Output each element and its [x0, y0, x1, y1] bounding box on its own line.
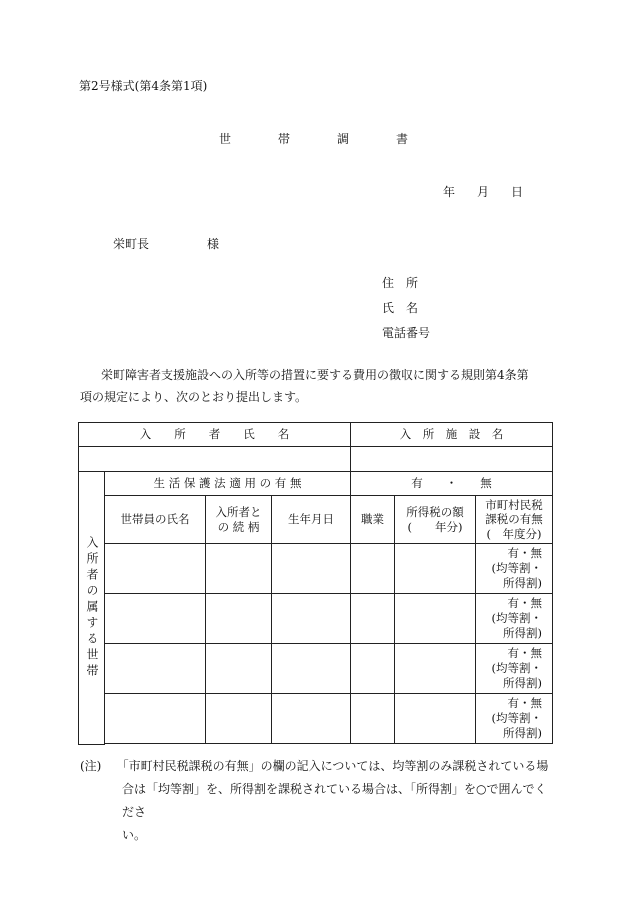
body-text-line-2: 項の規定により、次のとおり提出します。 [80, 390, 308, 404]
household-side-label: 入所者の属する世帯 [79, 472, 105, 745]
relation-cell[interactable] [206, 594, 272, 644]
applicant-name-label: 氏 名 [382, 301, 419, 315]
note-line-2: 合は「均等割」を、所得割を課税されている場合は、「所得割」を○で囲んでくださ [122, 782, 547, 819]
resident-name-field[interactable] [79, 447, 351, 472]
note-line-3: い。 [122, 828, 147, 842]
table-row [79, 544, 553, 594]
applicant-address-label: 住 所 [382, 276, 419, 290]
form-number: 第2号様式(第4条第1項) [79, 79, 208, 93]
col-relation-line-1: 入所者と [215, 505, 262, 520]
occupation-cell[interactable] [351, 594, 395, 644]
col-income-tax-line-2: ( 年分) [407, 519, 463, 534]
col-occupation: 職業 [351, 496, 395, 544]
col-income-tax-line-1: 所得税の額 [406, 505, 464, 520]
household-survey-table [78, 422, 553, 745]
occupation-cell[interactable] [351, 694, 395, 744]
applicant-phone-label: 電話番号 [382, 326, 431, 340]
birthdate-cell[interactable] [272, 594, 351, 644]
relation-cell[interactable] [206, 544, 272, 594]
member-name-cell[interactable] [105, 594, 206, 644]
table-row [79, 644, 553, 694]
facility-name-header: 入 所 施 設 名 [351, 423, 553, 447]
title-char: 書 [396, 132, 409, 146]
note-line-1 [80, 755, 558, 778]
income-tax-cell[interactable] [395, 644, 476, 694]
birthdate-cell[interactable] [272, 644, 351, 694]
date-year: 年 [443, 185, 456, 199]
col-municipal-tax-line-3: ( 年度分) [486, 526, 542, 541]
tax-option-line-3: 所得割) [503, 675, 543, 690]
col-municipal-tax-line-1: 市町村民税 [485, 497, 543, 512]
tax-option-line-1: 有・無 [507, 596, 543, 611]
welfare-law-value[interactable]: 有 ・ 無 [351, 472, 553, 496]
tax-option-line-1: 有・無 [507, 646, 543, 661]
table-row [79, 694, 553, 744]
addressee-name: 栄町長 [113, 237, 150, 251]
addressee-honorific: 様 [207, 237, 220, 251]
tax-option-line-1: 有・無 [507, 696, 543, 711]
welfare-law-label: 生 活 保 護 法 適 用 の 有 無 [105, 472, 351, 496]
tax-option-line-2: (均等割・ [491, 661, 543, 676]
tax-option-line-3: 所得割) [503, 575, 543, 590]
income-tax-cell[interactable] [395, 544, 476, 594]
title-char: 調 [337, 132, 350, 146]
title-char: 世 [219, 132, 232, 146]
member-name-cell[interactable] [105, 644, 206, 694]
member-name-cell[interactable] [105, 694, 206, 744]
note-text-line-1: 「市町村民税課税の有無」の欄の記入については、均等割のみ課税されている場 [116, 759, 549, 773]
occupation-cell[interactable] [351, 544, 395, 594]
tax-option-line-2: (均等割・ [491, 561, 543, 576]
col-municipal-tax-line-2: 課税の有無 [485, 512, 543, 527]
member-name-cell[interactable] [105, 544, 206, 594]
col-birthdate: 生年月日 [272, 496, 351, 544]
tax-option-line-2: (均等割・ [491, 611, 543, 626]
municipal-tax-cell[interactable] [476, 594, 553, 644]
tax-option-line-3: 所得割) [503, 625, 543, 640]
col-relation-line-2: の 続 柄 [217, 519, 260, 534]
document-title [0, 133, 630, 149]
col-income-tax [395, 496, 476, 544]
tax-option-line-2: (均等割・ [491, 711, 543, 726]
body-text-line-1: 栄町障害者支援施設への入所等の措置に要する費用の徴収に関する規則第4条第 [101, 368, 529, 382]
col-member-name: 世帯員の氏名 [105, 496, 206, 544]
municipal-tax-cell[interactable] [476, 694, 553, 744]
income-tax-cell[interactable] [395, 694, 476, 744]
table-bottom-row [79, 744, 553, 745]
date-day: 日 [511, 185, 524, 199]
tax-option-line-1: 有・無 [507, 546, 543, 561]
resident-name-header: 入 所 者 氏 名 [79, 423, 351, 447]
col-relation [206, 496, 272, 544]
municipal-tax-cell[interactable] [476, 644, 553, 694]
col-municipal-tax [476, 496, 553, 544]
date-month: 月 [477, 185, 490, 199]
municipal-tax-cell[interactable] [476, 544, 553, 594]
note [80, 755, 558, 847]
title-char: 帯 [278, 132, 291, 146]
relation-cell[interactable] [206, 694, 272, 744]
relation-cell[interactable] [206, 644, 272, 694]
birthdate-cell[interactable] [272, 694, 351, 744]
facility-name-field[interactable] [351, 447, 553, 472]
note-label: (注) [80, 759, 102, 773]
tax-option-line-3: 所得割) [503, 725, 543, 740]
income-tax-cell[interactable] [395, 594, 476, 644]
occupation-cell[interactable] [351, 644, 395, 694]
birthdate-cell[interactable] [272, 544, 351, 594]
table-row [79, 594, 553, 644]
